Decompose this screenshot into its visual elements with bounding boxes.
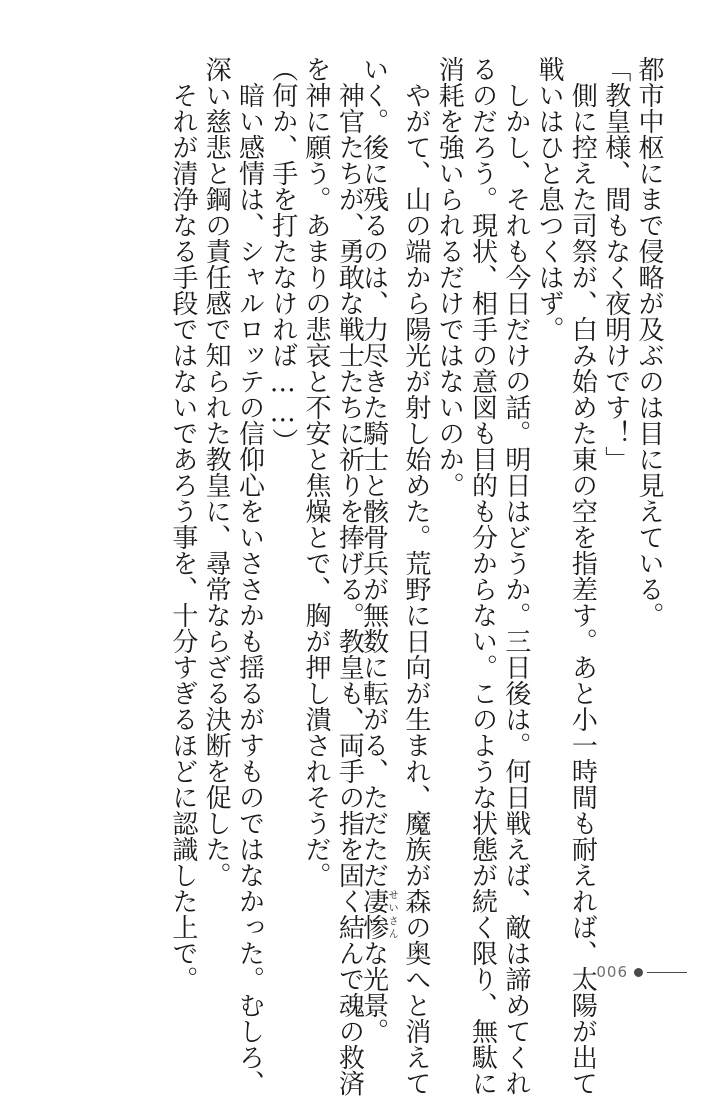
ruby-base: 凄惨 <box>358 888 389 940</box>
ruby-reading: せいさん <box>386 888 398 940</box>
footer-rule <box>647 972 687 973</box>
text-line-9-tail: な光景。 <box>358 940 389 1044</box>
text-line-12: （何か、手を打たなければ……） <box>267 56 298 454</box>
text-line-9-body: いく。後に残るのは、力尽きた騎士と骸骨兵が無数に転がる、ただただ <box>358 56 389 888</box>
text-line-4: 戦いはひと息つくはず。 <box>534 56 565 342</box>
text-line-5: しかし、それも今日だけの話。明日はどうか。三日後は。何日戦えば、敵は諦めてくれ <box>500 56 531 1096</box>
text-line-1: 都市中枢にまで侵略が及ぶのは目に見えている。 <box>634 56 664 628</box>
text-line-2: 「教皇様、間もなく夜明けです！」 <box>600 56 631 472</box>
page-footer <box>596 963 687 981</box>
text-line-15: それが清浄なる手段ではないであろう事を、十分すぎるほどに認識した上で。 <box>167 56 198 992</box>
ruby-seisan <box>358 888 398 940</box>
page-number: 006 <box>596 963 628 981</box>
text-line-7: 消耗を強いられるだけではないのか。 <box>434 56 465 498</box>
text-line-8: やがて、山の端から陽光が射し始めた。荒野に日向が生まれ、魔族が森の奥へと消えて <box>400 56 431 1096</box>
footer-dot-icon <box>634 968 643 977</box>
text-line-9 <box>358 56 398 1044</box>
text-line-14: 深い慈悲と鋼の責任感で知られた教皇に、尋常ならざる決断を促した。 <box>201 56 232 888</box>
text-line-3: 側に控えた司祭が、白み始めた東の空を指差す。あと小一時間も耐えれば、太陽が出て <box>567 56 598 1096</box>
text-line-13: 暗い感情は、シャルロッテの信仰心をいささかも揺るがすものではなかった。むしろ、 <box>234 56 265 1096</box>
text-line-11: を神に願う。あまりの悲哀と不安と焦燥とで、胸が押し潰されそうだ。 <box>301 56 332 888</box>
text-line-10: 神官たちが、勇敢な戦士たちに祈りを捧げる。教皇も、両手の指を固く結んで魂の救済 <box>334 56 365 1096</box>
text-line-6: るのだろう。現状、相手の意図も目的も分からない。このような状態が続く限り、無駄に <box>467 56 498 1096</box>
